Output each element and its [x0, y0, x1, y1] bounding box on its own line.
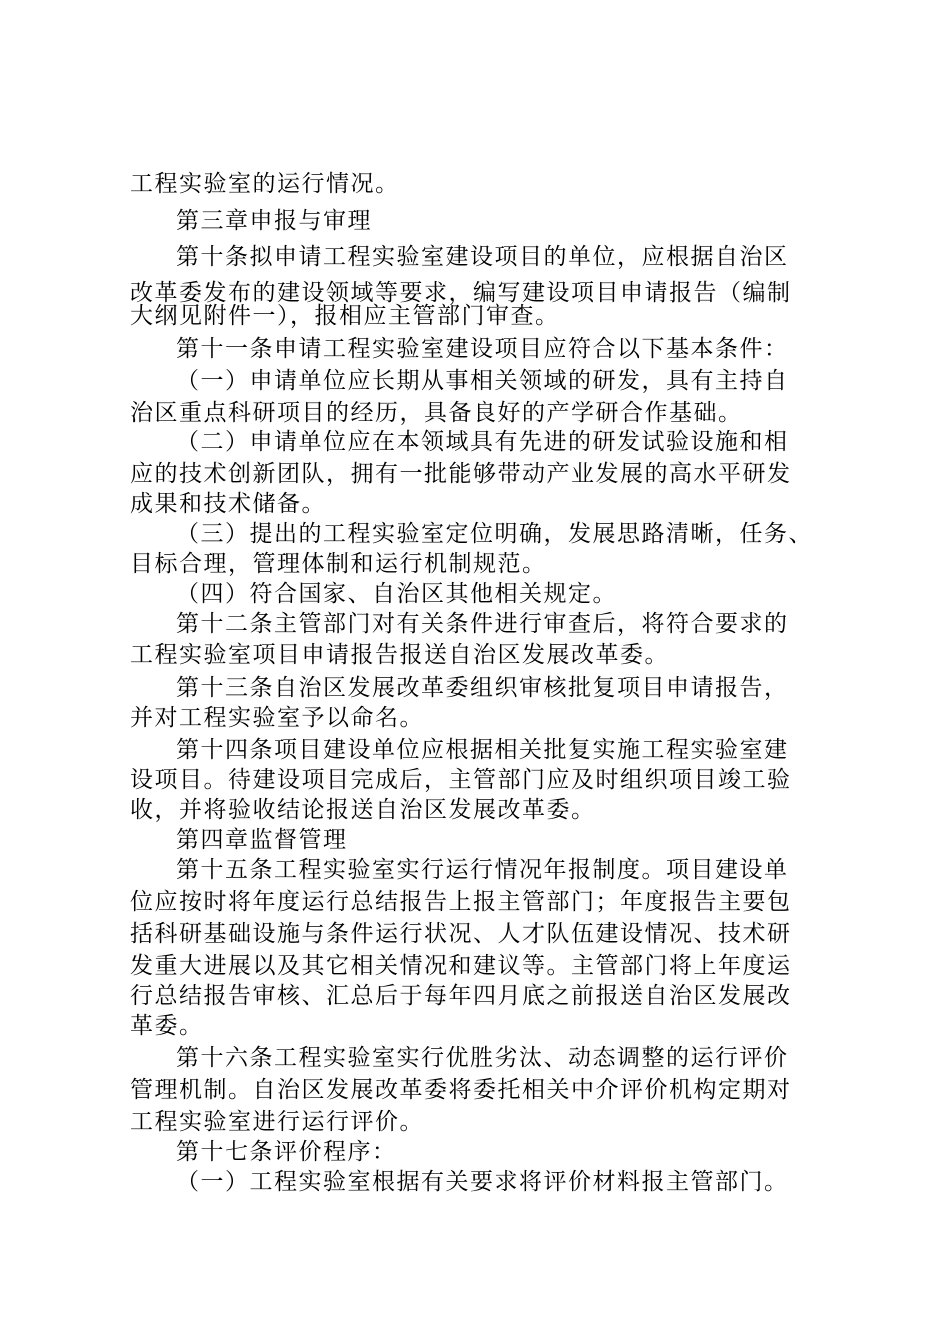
text-line: 第十四条项目建设单位应根据相关批复实施工程实验室建: [176, 737, 789, 763]
text-line: （四）符合国家、自治区其他相关规定。: [176, 581, 617, 607]
text-line: 工程实验室项目申请报告报送自治区发展改革委。: [130, 642, 669, 668]
text-line: 目标合理，管理体制和运行机制规范。: [130, 551, 547, 577]
text-line: 大纲见附件一），报相应主管部门审查。: [130, 303, 560, 329]
text-line: 应的技术创新团队，拥有一批能够带动产业发展的高水平研发: [130, 461, 792, 487]
text-line: 第十七条评价程序：: [176, 1139, 397, 1165]
text-line: 第十三条自治区发展改革委组织审核批复项目申请报告，: [176, 675, 789, 701]
text-line: （二）申请单位应在本领域具有先进的研发试验设施和相: [176, 429, 789, 455]
text-line: 括科研基础设施与条件运行状况、人才队伍建设情况、技术研: [130, 921, 792, 947]
text-line: 位应按时将年度运行总结报告上报主管部门；年度报告主要包: [130, 889, 792, 915]
text-line: （一）申请单位应长期从事相关领域的研发，具有主持自: [176, 368, 789, 394]
text-line: 成果和技术储备。: [130, 491, 326, 517]
text-line: 收，并将验收结论报送自治区发展改革委。: [130, 797, 596, 823]
text-line: 第十六条工程实验室实行优胜劣汰、动态调整的运行评价: [176, 1045, 789, 1071]
text-line: 设项目。待建设项目完成后，主管部门应及时组织项目竣工验: [130, 767, 792, 793]
text-line: （一）工程实验室根据有关要求将评价材料报主管部门。: [176, 1169, 789, 1195]
text-line: 工程实验室的运行情况。: [130, 171, 400, 197]
text-line: 第十一条申请工程实验室建设项目应符合以下基本条件：: [176, 336, 789, 362]
text-line: 管理机制。自治区发展改革委将委托相关中介评价机构定期对: [130, 1077, 792, 1103]
text-line: 并对工程实验室予以命名。: [130, 705, 424, 731]
text-line: 行总结报告审核、汇总后于每年四月底之前报送自治区发展改: [130, 983, 792, 1009]
chapter-heading: 第三章申报与审理: [176, 208, 372, 234]
text-line: 工程实验室进行运行评价。: [130, 1109, 424, 1135]
text-line: 第十二条主管部门对有关条件进行审查后，将符合要求的: [176, 611, 789, 637]
text-line: 第十五条工程实验室实行运行情况年报制度。项目建设单: [176, 857, 789, 883]
text-line: 革委。: [130, 1013, 204, 1039]
text-line: 治区重点科研项目的经历，具备良好的产学研合作基础。: [130, 400, 743, 426]
text-line: （三）提出的工程实验室定位明确，发展思路清晰，任务、: [176, 521, 813, 547]
text-line: 改革委发布的建设领域等要求，编写建设项目申请报告（编制: [130, 280, 792, 306]
chapter-heading: 第四章监督管理: [176, 827, 348, 853]
text-line: 第十条拟申请工程实验室建设项目的单位，应根据自治区: [176, 244, 789, 270]
text-line: 发重大进展以及其它相关情况和建议等。主管部门将上年度运: [130, 953, 792, 979]
